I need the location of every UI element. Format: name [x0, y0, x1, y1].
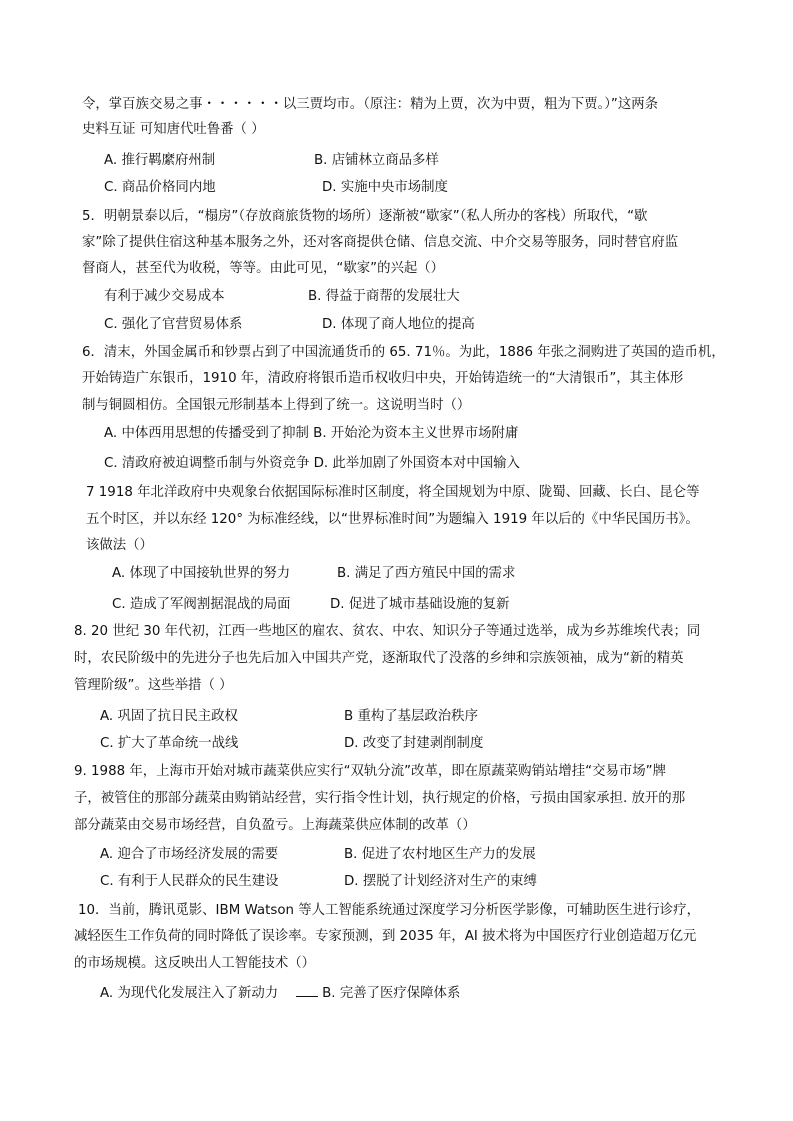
q7-option-b: B. 满足了西方殖民中国的需求 [337, 566, 516, 581]
q10-text-line-1: 10．当前，腾讯觅影、IBM Watson 等人工智能系统通过深度学习分析医学影像，可辅助医生进行诊疗， [78, 903, 700, 918]
q4-option-d: D. 实施中央市场制度 [322, 180, 448, 195]
q5-option-b: B. 得益于商帮的发展壮大 [308, 289, 460, 304]
q8-option-d: D. 改变了封建剥削制度 [344, 736, 484, 751]
answer-blank-line [296, 984, 318, 997]
q4-text-line-1: 令，掌百族交易之事・・・・・・以三贾均市。（原注：精为上贾，次为中贾，粗为下贾。）”这两条 [82, 97, 659, 112]
q9-text-line-2: 子，被管住的那部分蔬菜由购销站经营，实行指令性计划，执行规定的价格，亏损由国家承担. 放开的那 [74, 791, 686, 806]
q7-text-line-3: 该做法（） [86, 538, 153, 553]
q7-option-c: C. 造成了军阀割据混战的局面 [112, 597, 291, 612]
q5-text-line-1: 5．明朝景泰以后，“榻房”（存放商旅货物的场所）逐渐被“歇家”（私人所办的客栈）所取代，“歇 [82, 209, 648, 224]
q6-text-line-1: 6．清末，外国金属币和钞票占到了中国流通货币的 65. 71％。为此，1886 年张之洞购进了英国的造币机， [82, 345, 725, 360]
q7-option-a: A. 体现了中国接轨世界的努力 [112, 566, 291, 581]
q6-options-ab: A. 中体西用思想的传播受到了抑制 B. 开始沦为资本主义世界市场附庸 [104, 426, 519, 441]
q8-option-a: A. 巩固了抗日民主政权 [100, 709, 238, 724]
q10-text-line-3: 的市场规模。这反映出人工智能技术（） [74, 956, 316, 971]
q9-option-b: B. 促进了农村地区生产力的发展 [344, 847, 536, 862]
q8-text-line-2: 时，农民阶级中的先进分子也先后加入中国共产党，逐渐取代了没落的乡绅和宗族领袖，成为“新的精英 [74, 651, 684, 666]
q5-text-line-3: 督商人，甚至代为收税，等等。由此可见，“歇家”的兴起（） [82, 261, 445, 276]
q9-text-line-1: 9. 1988 年，上海市开始对城市蔬菜供应实行“双轨分流”改革，即在原蔬菜购销站增挂“交易市场”牌 [74, 764, 666, 779]
q10-option-a: A. 为现代化发展注入了新动力 [100, 986, 279, 1001]
q5-text-line-2: 家”除了提供住宿这种基本服务之外，还对客商提供仓储、信息交流、中介交易等服务，同时替官府监 [82, 235, 679, 250]
q4-option-b: B. 店铺林立商品多样 [314, 153, 439, 168]
q9-option-a: A. 迎合了市场经济发展的需要 [100, 847, 279, 862]
q7-option-d: D. 促进了城市基础设施的复新 [330, 597, 510, 612]
q4-option-c: C. 商品价格同内地 [104, 180, 216, 195]
q10-text-line-2: 减轻医生工作负荷的同时降低了误诊率。专家预测，到 2035 年，AI 披术将为中国医疗行业创造超万亿元 [74, 929, 697, 944]
q8-text-line-3: 管理阶级”。这些举措（ ） [74, 678, 233, 693]
q10-options-ab [100, 984, 460, 1004]
q8-option-c: C. 扩大了革命统一战线 [100, 736, 239, 751]
q5-option-d: D. 体现了商人地位的提高 [322, 317, 475, 332]
q9-text-line-3: 部分蔬菜由交易市场经营，自负盈亏。上海蔬菜供应体制的改革（） [74, 818, 476, 833]
q6-text-line-3: 制与铜圆相仿。全国银元形制基本上得到了统一。这说明当时（） [82, 398, 471, 413]
q6-options-cd: C. 清政府被迫调整币制与外资竞争 D. 此举加剧了外国资本对中国输入 [104, 456, 520, 471]
q10-option-b: B. 完善了医疗保障体系 [322, 986, 461, 1001]
q9-option-c: C. 有利于人民群众的民生建设 [100, 874, 279, 889]
q5-option-a: 有利于减少交易成本 [104, 289, 225, 304]
q8-text-line-1: 8. 20 世纪 30 年代初，江西一些地区的雇农、贫农、中农、知识分子等通过选举，成为乡苏维埃代表；同 [74, 624, 701, 639]
q8-option-b: B 重构了基层政治秩序 [344, 709, 478, 724]
q7-text-line-2: 五个时区，并以东经 120° 为标准经线，以“世界标准时间”为题编入 1919 年以后的《中华民国历书》。 [86, 512, 699, 527]
q7-text-line-1: 7 1918 年北洋政府中央观象台依据国际标准时区制度，将全国规划为中原、陇蜀、回藏、长白、昆仑等 [86, 485, 700, 500]
q5-option-c: C. 强化了官营贸易体系 [104, 317, 243, 332]
q4-option-a: A. 推行羁縻府州制 [104, 153, 216, 168]
q4-text-line-2: 史料互证 可知唐代吐鲁番（ ） [82, 122, 265, 137]
q9-option-d: D. 摆脱了计划经济对生产的束缚 [344, 874, 537, 889]
q6-text-line-2: 开始铸造广东银币，1910 年，清政府将银币造币权收归中央，开始铸造统一的“大清银币”，其主体形 [82, 371, 684, 386]
